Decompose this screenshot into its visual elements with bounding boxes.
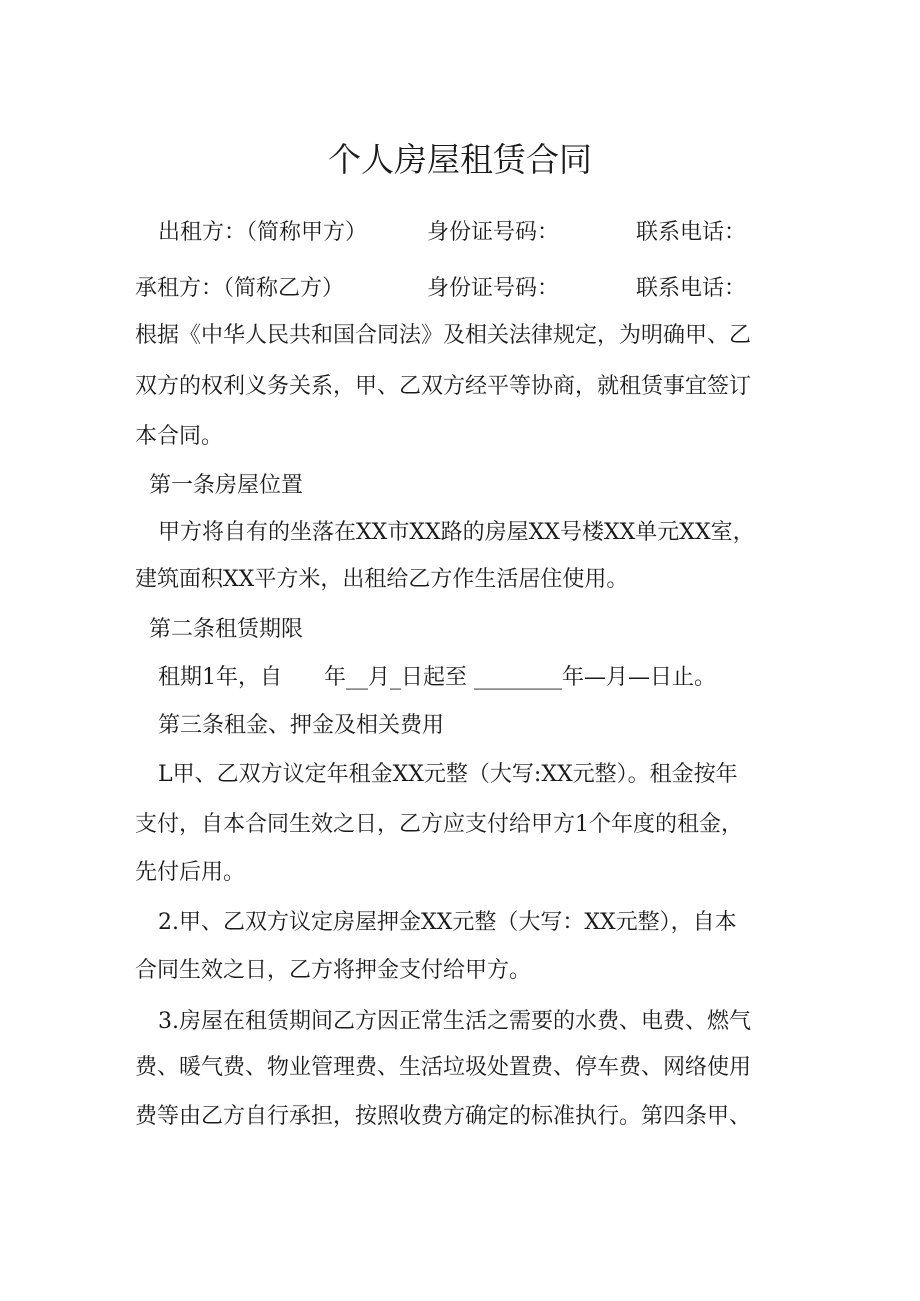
article-3-item-3-line-2: 费、暖气费、物业管理费、生活垃圾处置费、停车费、网络使用	[135, 1055, 752, 1080]
preamble-line-1: 根据《中华人民共和国合同法》及相关法律规定，为明确甲、乙	[135, 323, 752, 348]
article-1-line-2: 建筑面积XX平方米，出租给乙方作生活居住使用。	[135, 567, 629, 592]
article-3-heading: 第三条租金、押金及相关费用	[158, 713, 445, 738]
article-3-item-1-line-1: L甲、乙双方议定年租金XX元整（大写:XX元整）。租金按年	[158, 762, 738, 787]
lessor-phone-label: 联系电话：	[636, 220, 747, 245]
document-title: 个人房屋租赁合同	[328, 140, 592, 179]
article-3-item-1-line-3: 先付后用。	[135, 860, 246, 885]
article-3-item-2-line-2: 合同生效之日，乙方将押金支付给甲方。	[135, 958, 532, 983]
article-2-line-1: 租期1年，自 年__月_日起至 ________年—月—日止。	[158, 665, 716, 690]
lessor-id-label: 身份证号码：	[427, 220, 560, 245]
lessee-id-label: 身份证号码：	[427, 276, 560, 301]
preamble-line-3: 本合同。	[135, 424, 224, 449]
article-3-item-3-line-3: 费等由乙方自行承担，按照收费方确定的标准执行。第四条甲、	[135, 1104, 752, 1129]
article-2-heading: 第二条租赁期限	[149, 617, 304, 642]
article-1-line-1: 甲方将自有的坐落在XX市XX路的房屋XX号楼XX单元XX室，	[158, 520, 755, 545]
article-1-heading: 第一条房屋位置	[149, 473, 304, 498]
article-3-item-1-line-2: 支付，自本合同生效之日，乙方应支付给甲方1个年度的租金，	[135, 812, 743, 837]
article-3-item-2-line-1: 2.甲、乙双方议定房屋押金XX元整（大写：XX元整），自本	[158, 910, 737, 935]
preamble-line-2: 双方的权利义务关系，甲、乙双方经平等协商，就租赁事宜签订	[135, 374, 752, 399]
article-3-item-3-line-1: 3.房屋在租赁期间乙方因正常生活之需要的水费、电费、燃气	[158, 1009, 751, 1034]
lessee-label: 承租方：（简称乙方）	[135, 276, 345, 301]
lessee-phone-label: 联系电话：	[636, 276, 747, 301]
lessor-label: 出租方：（简称甲方）	[158, 220, 368, 245]
